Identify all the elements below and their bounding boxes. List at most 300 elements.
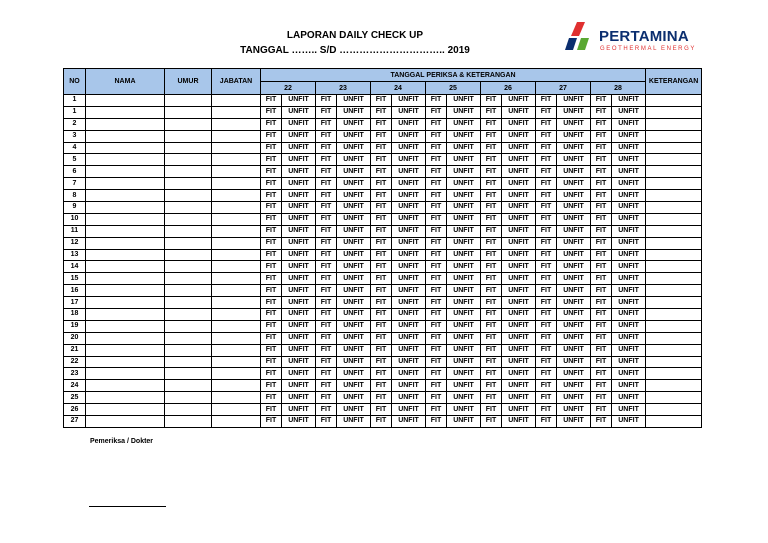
fit-option[interactable]: FIT — [371, 273, 392, 285]
unfit-option[interactable]: UNFIT — [447, 273, 481, 285]
keterangan-cell[interactable] — [646, 178, 702, 190]
unfit-option[interactable]: UNFIT — [502, 320, 536, 332]
fit-option[interactable]: FIT — [426, 249, 447, 261]
unfit-option[interactable]: UNFIT — [337, 249, 371, 261]
keterangan-cell[interactable] — [646, 297, 702, 309]
unfit-option[interactable]: UNFIT — [557, 142, 591, 154]
unfit-option[interactable]: UNFIT — [557, 320, 591, 332]
unfit-option[interactable]: UNFIT — [502, 154, 536, 166]
fit-option[interactable]: FIT — [536, 178, 557, 190]
unfit-option[interactable]: UNFIT — [612, 261, 646, 273]
fit-option[interactable]: FIT — [591, 285, 612, 297]
unfit-option[interactable]: UNFIT — [282, 368, 316, 380]
fit-option[interactable]: FIT — [591, 249, 612, 261]
fit-option[interactable]: FIT — [261, 285, 282, 297]
fit-option[interactable]: FIT — [261, 368, 282, 380]
fit-option[interactable]: FIT — [261, 249, 282, 261]
fit-option[interactable]: FIT — [371, 190, 392, 202]
nama-cell[interactable] — [86, 95, 165, 107]
unfit-option[interactable]: UNFIT — [612, 297, 646, 309]
unfit-option[interactable]: UNFIT — [392, 249, 426, 261]
unfit-option[interactable]: UNFIT — [337, 202, 371, 214]
nama-cell[interactable] — [86, 202, 165, 214]
nama-cell[interactable] — [86, 166, 165, 178]
nama-cell[interactable] — [86, 297, 165, 309]
fit-option[interactable]: FIT — [261, 106, 282, 118]
unfit-option[interactable]: UNFIT — [557, 190, 591, 202]
fit-option[interactable]: FIT — [481, 118, 502, 130]
unfit-option[interactable]: UNFIT — [337, 95, 371, 107]
unfit-option[interactable]: UNFIT — [392, 356, 426, 368]
umur-cell[interactable] — [165, 320, 212, 332]
unfit-option[interactable]: UNFIT — [392, 118, 426, 130]
jabatan-cell[interactable] — [212, 416, 261, 428]
umur-cell[interactable] — [165, 202, 212, 214]
unfit-option[interactable]: UNFIT — [337, 118, 371, 130]
fit-option[interactable]: FIT — [481, 285, 502, 297]
umur-cell[interactable] — [165, 404, 212, 416]
fit-option[interactable]: FIT — [481, 178, 502, 190]
unfit-option[interactable]: UNFIT — [392, 178, 426, 190]
unfit-option[interactable]: UNFIT — [502, 118, 536, 130]
fit-option[interactable]: FIT — [371, 392, 392, 404]
fit-option[interactable]: FIT — [536, 368, 557, 380]
fit-option[interactable]: FIT — [481, 380, 502, 392]
umur-cell[interactable] — [165, 178, 212, 190]
fit-option[interactable]: FIT — [426, 392, 447, 404]
unfit-option[interactable]: UNFIT — [282, 273, 316, 285]
fit-option[interactable]: FIT — [591, 130, 612, 142]
fit-option[interactable]: FIT — [426, 273, 447, 285]
fit-option[interactable]: FIT — [536, 142, 557, 154]
fit-option[interactable]: FIT — [536, 106, 557, 118]
unfit-option[interactable]: UNFIT — [392, 130, 426, 142]
unfit-option[interactable]: UNFIT — [392, 225, 426, 237]
fit-option[interactable]: FIT — [371, 309, 392, 321]
unfit-option[interactable]: UNFIT — [502, 261, 536, 273]
umur-cell[interactable] — [165, 166, 212, 178]
fit-option[interactable]: FIT — [316, 261, 337, 273]
umur-cell[interactable] — [165, 309, 212, 321]
fit-option[interactable]: FIT — [426, 261, 447, 273]
unfit-option[interactable]: UNFIT — [612, 237, 646, 249]
fit-option[interactable]: FIT — [481, 309, 502, 321]
unfit-option[interactable]: UNFIT — [612, 285, 646, 297]
jabatan-cell[interactable] — [212, 356, 261, 368]
unfit-option[interactable]: UNFIT — [337, 320, 371, 332]
jabatan-cell[interactable] — [212, 320, 261, 332]
fit-option[interactable]: FIT — [316, 309, 337, 321]
fit-option[interactable]: FIT — [371, 202, 392, 214]
unfit-option[interactable]: UNFIT — [392, 368, 426, 380]
fit-option[interactable]: FIT — [536, 416, 557, 428]
keterangan-cell[interactable] — [646, 202, 702, 214]
keterangan-cell[interactable] — [646, 130, 702, 142]
keterangan-cell[interactable] — [646, 213, 702, 225]
fit-option[interactable]: FIT — [316, 225, 337, 237]
unfit-option[interactable]: UNFIT — [502, 106, 536, 118]
unfit-option[interactable]: UNFIT — [337, 297, 371, 309]
unfit-option[interactable]: UNFIT — [502, 273, 536, 285]
unfit-option[interactable]: UNFIT — [557, 404, 591, 416]
fit-option[interactable]: FIT — [481, 166, 502, 178]
unfit-option[interactable]: UNFIT — [502, 297, 536, 309]
unfit-option[interactable]: UNFIT — [557, 154, 591, 166]
umur-cell[interactable] — [165, 273, 212, 285]
fit-option[interactable]: FIT — [316, 332, 337, 344]
fit-option[interactable]: FIT — [316, 142, 337, 154]
unfit-option[interactable]: UNFIT — [447, 320, 481, 332]
fit-option[interactable]: FIT — [371, 356, 392, 368]
unfit-option[interactable]: UNFIT — [447, 106, 481, 118]
unfit-option[interactable]: UNFIT — [282, 261, 316, 273]
fit-option[interactable]: FIT — [481, 368, 502, 380]
keterangan-cell[interactable] — [646, 285, 702, 297]
fit-option[interactable]: FIT — [481, 225, 502, 237]
unfit-option[interactable]: UNFIT — [447, 368, 481, 380]
fit-option[interactable]: FIT — [426, 344, 447, 356]
fit-option[interactable]: FIT — [536, 213, 557, 225]
nama-cell[interactable] — [86, 225, 165, 237]
fit-option[interactable]: FIT — [371, 297, 392, 309]
fit-option[interactable]: FIT — [316, 380, 337, 392]
umur-cell[interactable] — [165, 368, 212, 380]
keterangan-cell[interactable] — [646, 368, 702, 380]
keterangan-cell[interactable] — [646, 356, 702, 368]
unfit-option[interactable]: UNFIT — [612, 416, 646, 428]
fit-option[interactable]: FIT — [481, 320, 502, 332]
unfit-option[interactable]: UNFIT — [447, 118, 481, 130]
unfit-option[interactable]: UNFIT — [447, 392, 481, 404]
fit-option[interactable]: FIT — [371, 285, 392, 297]
fit-option[interactable]: FIT — [481, 95, 502, 107]
fit-option[interactable]: FIT — [591, 142, 612, 154]
jabatan-cell[interactable] — [212, 249, 261, 261]
jabatan-cell[interactable] — [212, 130, 261, 142]
unfit-option[interactable]: UNFIT — [282, 392, 316, 404]
umur-cell[interactable] — [165, 130, 212, 142]
unfit-option[interactable]: UNFIT — [337, 106, 371, 118]
unfit-option[interactable]: UNFIT — [337, 237, 371, 249]
fit-option[interactable]: FIT — [481, 202, 502, 214]
nama-cell[interactable] — [86, 190, 165, 202]
fit-option[interactable]: FIT — [316, 344, 337, 356]
umur-cell[interactable] — [165, 106, 212, 118]
fit-option[interactable]: FIT — [316, 95, 337, 107]
fit-option[interactable]: FIT — [371, 130, 392, 142]
fit-option[interactable]: FIT — [261, 118, 282, 130]
fit-option[interactable]: FIT — [426, 166, 447, 178]
fit-option[interactable]: FIT — [536, 166, 557, 178]
unfit-option[interactable]: UNFIT — [557, 130, 591, 142]
fit-option[interactable]: FIT — [316, 130, 337, 142]
fit-option[interactable]: FIT — [426, 416, 447, 428]
fit-option[interactable]: FIT — [591, 225, 612, 237]
fit-option[interactable]: FIT — [591, 190, 612, 202]
fit-option[interactable]: FIT — [316, 213, 337, 225]
fit-option[interactable]: FIT — [426, 320, 447, 332]
fit-option[interactable]: FIT — [481, 190, 502, 202]
unfit-option[interactable]: UNFIT — [337, 309, 371, 321]
unfit-option[interactable]: UNFIT — [392, 416, 426, 428]
unfit-option[interactable]: UNFIT — [502, 95, 536, 107]
fit-option[interactable]: FIT — [591, 368, 612, 380]
umur-cell[interactable] — [165, 213, 212, 225]
jabatan-cell[interactable] — [212, 213, 261, 225]
fit-option[interactable]: FIT — [426, 106, 447, 118]
fit-option[interactable]: FIT — [426, 356, 447, 368]
unfit-option[interactable]: UNFIT — [612, 404, 646, 416]
unfit-option[interactable]: UNFIT — [612, 130, 646, 142]
fit-option[interactable]: FIT — [426, 368, 447, 380]
unfit-option[interactable]: UNFIT — [502, 225, 536, 237]
fit-option[interactable]: FIT — [591, 118, 612, 130]
fit-option[interactable]: FIT — [481, 344, 502, 356]
fit-option[interactable]: FIT — [591, 416, 612, 428]
unfit-option[interactable]: UNFIT — [612, 380, 646, 392]
unfit-option[interactable]: UNFIT — [282, 332, 316, 344]
fit-option[interactable]: FIT — [261, 178, 282, 190]
fit-option[interactable]: FIT — [316, 190, 337, 202]
unfit-option[interactable]: UNFIT — [447, 213, 481, 225]
fit-option[interactable]: FIT — [591, 344, 612, 356]
fit-option[interactable]: FIT — [426, 142, 447, 154]
unfit-option[interactable]: UNFIT — [557, 392, 591, 404]
fit-option[interactable]: FIT — [481, 142, 502, 154]
unfit-option[interactable]: UNFIT — [502, 213, 536, 225]
fit-option[interactable]: FIT — [426, 237, 447, 249]
jabatan-cell[interactable] — [212, 166, 261, 178]
fit-option[interactable]: FIT — [371, 106, 392, 118]
keterangan-cell[interactable] — [646, 261, 702, 273]
keterangan-cell[interactable] — [646, 273, 702, 285]
fit-option[interactable]: FIT — [591, 154, 612, 166]
unfit-option[interactable]: UNFIT — [502, 356, 536, 368]
unfit-option[interactable]: UNFIT — [337, 130, 371, 142]
fit-option[interactable]: FIT — [426, 202, 447, 214]
keterangan-cell[interactable] — [646, 154, 702, 166]
unfit-option[interactable]: UNFIT — [392, 237, 426, 249]
unfit-option[interactable]: UNFIT — [282, 95, 316, 107]
unfit-option[interactable]: UNFIT — [392, 380, 426, 392]
fit-option[interactable]: FIT — [591, 297, 612, 309]
keterangan-cell[interactable] — [646, 166, 702, 178]
unfit-option[interactable]: UNFIT — [502, 249, 536, 261]
fit-option[interactable]: FIT — [261, 356, 282, 368]
fit-option[interactable]: FIT — [316, 273, 337, 285]
unfit-option[interactable]: UNFIT — [282, 237, 316, 249]
unfit-option[interactable]: UNFIT — [612, 225, 646, 237]
unfit-option[interactable]: UNFIT — [282, 190, 316, 202]
fit-option[interactable]: FIT — [591, 309, 612, 321]
unfit-option[interactable]: UNFIT — [392, 166, 426, 178]
fit-option[interactable]: FIT — [316, 178, 337, 190]
unfit-option[interactable]: UNFIT — [447, 237, 481, 249]
fit-option[interactable]: FIT — [591, 213, 612, 225]
unfit-option[interactable]: UNFIT — [282, 118, 316, 130]
fit-option[interactable]: FIT — [261, 202, 282, 214]
unfit-option[interactable]: UNFIT — [612, 166, 646, 178]
fit-option[interactable]: FIT — [481, 416, 502, 428]
fit-option[interactable]: FIT — [316, 404, 337, 416]
fit-option[interactable]: FIT — [591, 202, 612, 214]
fit-option[interactable]: FIT — [426, 213, 447, 225]
keterangan-cell[interactable] — [646, 416, 702, 428]
fit-option[interactable]: FIT — [481, 249, 502, 261]
umur-cell[interactable] — [165, 154, 212, 166]
fit-option[interactable]: FIT — [536, 392, 557, 404]
unfit-option[interactable]: UNFIT — [447, 154, 481, 166]
unfit-option[interactable]: UNFIT — [612, 95, 646, 107]
unfit-option[interactable]: UNFIT — [392, 297, 426, 309]
fit-option[interactable]: FIT — [481, 332, 502, 344]
keterangan-cell[interactable] — [646, 392, 702, 404]
fit-option[interactable]: FIT — [371, 404, 392, 416]
fit-option[interactable]: FIT — [591, 261, 612, 273]
unfit-option[interactable]: UNFIT — [612, 344, 646, 356]
fit-option[interactable]: FIT — [371, 416, 392, 428]
keterangan-cell[interactable] — [646, 404, 702, 416]
unfit-option[interactable]: UNFIT — [337, 154, 371, 166]
unfit-option[interactable]: UNFIT — [557, 225, 591, 237]
fit-option[interactable]: FIT — [426, 130, 447, 142]
keterangan-cell[interactable] — [646, 332, 702, 344]
fit-option[interactable]: FIT — [371, 332, 392, 344]
fit-option[interactable]: FIT — [316, 320, 337, 332]
fit-option[interactable]: FIT — [261, 273, 282, 285]
unfit-option[interactable]: UNFIT — [392, 309, 426, 321]
fit-option[interactable]: FIT — [591, 166, 612, 178]
unfit-option[interactable]: UNFIT — [557, 380, 591, 392]
fit-option[interactable]: FIT — [261, 416, 282, 428]
unfit-option[interactable]: UNFIT — [502, 130, 536, 142]
unfit-option[interactable]: UNFIT — [557, 273, 591, 285]
unfit-option[interactable]: UNFIT — [612, 320, 646, 332]
unfit-option[interactable]: UNFIT — [447, 142, 481, 154]
unfit-option[interactable]: UNFIT — [612, 273, 646, 285]
jabatan-cell[interactable] — [212, 273, 261, 285]
nama-cell[interactable] — [86, 237, 165, 249]
unfit-option[interactable]: UNFIT — [282, 142, 316, 154]
umur-cell[interactable] — [165, 249, 212, 261]
unfit-option[interactable]: UNFIT — [337, 166, 371, 178]
fit-option[interactable]: FIT — [536, 118, 557, 130]
keterangan-cell[interactable] — [646, 225, 702, 237]
nama-cell[interactable] — [86, 213, 165, 225]
fit-option[interactable]: FIT — [261, 154, 282, 166]
umur-cell[interactable] — [165, 332, 212, 344]
umur-cell[interactable] — [165, 392, 212, 404]
fit-option[interactable]: FIT — [371, 142, 392, 154]
jabatan-cell[interactable] — [212, 261, 261, 273]
fit-option[interactable]: FIT — [536, 154, 557, 166]
fit-option[interactable]: FIT — [591, 356, 612, 368]
fit-option[interactable]: FIT — [316, 249, 337, 261]
unfit-option[interactable]: UNFIT — [557, 178, 591, 190]
fit-option[interactable]: FIT — [591, 237, 612, 249]
nama-cell[interactable] — [86, 154, 165, 166]
unfit-option[interactable]: UNFIT — [447, 380, 481, 392]
unfit-option[interactable]: UNFIT — [282, 285, 316, 297]
fit-option[interactable]: FIT — [371, 380, 392, 392]
unfit-option[interactable]: UNFIT — [612, 368, 646, 380]
unfit-option[interactable]: UNFIT — [282, 130, 316, 142]
unfit-option[interactable]: UNFIT — [557, 368, 591, 380]
fit-option[interactable]: FIT — [316, 237, 337, 249]
unfit-option[interactable]: UNFIT — [502, 368, 536, 380]
fit-option[interactable]: FIT — [371, 213, 392, 225]
nama-cell[interactable] — [86, 356, 165, 368]
fit-option[interactable]: FIT — [261, 166, 282, 178]
unfit-option[interactable]: UNFIT — [337, 344, 371, 356]
nama-cell[interactable] — [86, 392, 165, 404]
jabatan-cell[interactable] — [212, 118, 261, 130]
unfit-option[interactable]: UNFIT — [392, 190, 426, 202]
fit-option[interactable]: FIT — [591, 106, 612, 118]
unfit-option[interactable]: UNFIT — [447, 297, 481, 309]
fit-option[interactable]: FIT — [261, 309, 282, 321]
fit-option[interactable]: FIT — [536, 273, 557, 285]
jabatan-cell[interactable] — [212, 106, 261, 118]
unfit-option[interactable]: UNFIT — [282, 380, 316, 392]
fit-option[interactable]: FIT — [481, 356, 502, 368]
fit-option[interactable]: FIT — [371, 249, 392, 261]
unfit-option[interactable]: UNFIT — [612, 142, 646, 154]
unfit-option[interactable]: UNFIT — [337, 178, 371, 190]
fit-option[interactable]: FIT — [426, 178, 447, 190]
unfit-option[interactable]: UNFIT — [557, 202, 591, 214]
umur-cell[interactable] — [165, 285, 212, 297]
unfit-option[interactable]: UNFIT — [392, 95, 426, 107]
keterangan-cell[interactable] — [646, 237, 702, 249]
unfit-option[interactable]: UNFIT — [502, 309, 536, 321]
fit-option[interactable]: FIT — [316, 166, 337, 178]
unfit-option[interactable]: UNFIT — [337, 273, 371, 285]
unfit-option[interactable]: UNFIT — [337, 225, 371, 237]
fit-option[interactable]: FIT — [536, 380, 557, 392]
umur-cell[interactable] — [165, 142, 212, 154]
keterangan-cell[interactable] — [646, 142, 702, 154]
fit-option[interactable]: FIT — [426, 380, 447, 392]
unfit-option[interactable]: UNFIT — [557, 285, 591, 297]
jabatan-cell[interactable] — [212, 368, 261, 380]
jabatan-cell[interactable] — [212, 380, 261, 392]
unfit-option[interactable]: UNFIT — [502, 202, 536, 214]
nama-cell[interactable] — [86, 178, 165, 190]
nama-cell[interactable] — [86, 320, 165, 332]
umur-cell[interactable] — [165, 225, 212, 237]
unfit-option[interactable]: UNFIT — [282, 213, 316, 225]
keterangan-cell[interactable] — [646, 106, 702, 118]
unfit-option[interactable]: UNFIT — [447, 404, 481, 416]
unfit-option[interactable]: UNFIT — [282, 309, 316, 321]
unfit-option[interactable]: UNFIT — [282, 154, 316, 166]
unfit-option[interactable]: UNFIT — [337, 285, 371, 297]
unfit-option[interactable]: UNFIT — [557, 309, 591, 321]
unfit-option[interactable]: UNFIT — [447, 95, 481, 107]
unfit-option[interactable]: UNFIT — [337, 392, 371, 404]
fit-option[interactable]: FIT — [536, 190, 557, 202]
fit-option[interactable]: FIT — [261, 392, 282, 404]
unfit-option[interactable]: UNFIT — [392, 154, 426, 166]
fit-option[interactable]: FIT — [316, 356, 337, 368]
fit-option[interactable]: FIT — [371, 237, 392, 249]
fit-option[interactable]: FIT — [591, 392, 612, 404]
nama-cell[interactable] — [86, 344, 165, 356]
keterangan-cell[interactable] — [646, 309, 702, 321]
fit-option[interactable]: FIT — [426, 285, 447, 297]
unfit-option[interactable]: UNFIT — [557, 332, 591, 344]
